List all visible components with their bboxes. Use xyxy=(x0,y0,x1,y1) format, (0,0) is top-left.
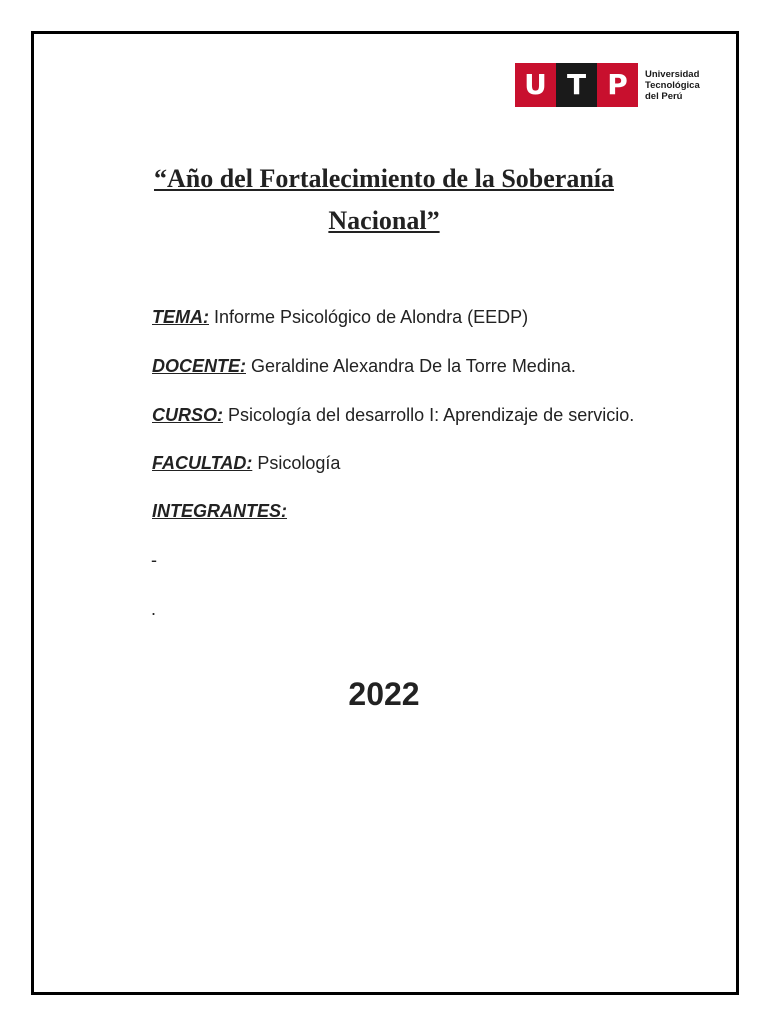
member-item-2: . xyxy=(151,599,157,619)
logo-text-line-1: Universidad xyxy=(645,68,700,80)
title-line-2: Nacional” xyxy=(328,206,440,235)
logo-university-name xyxy=(645,69,700,102)
tema-value: Informe Psicológico de Alondra (EEDP) xyxy=(209,307,529,327)
curso-label: CURSO: xyxy=(152,405,223,425)
title-line-1: “Año del Fortalecimiento de la Soberanía xyxy=(153,164,614,193)
curso-value: Psicología del desarrollo I: Aprendizaje de servicio. xyxy=(223,405,635,425)
field-facultad xyxy=(152,451,340,475)
member-item-1: - xyxy=(151,550,157,570)
field-curso xyxy=(152,403,634,427)
logo-text-line-3: del Perú xyxy=(645,90,683,102)
utp-logo xyxy=(515,63,700,107)
logo-letter-t: T xyxy=(556,63,597,107)
field-tema xyxy=(152,305,528,329)
docente-label: DOCENTE: xyxy=(152,356,246,376)
logo-text-line-2: Tecnológica xyxy=(645,79,700,91)
facultad-value: Psicología xyxy=(252,453,341,473)
logo-letter-p: P xyxy=(597,63,638,107)
document-year: 2022 xyxy=(348,676,420,712)
field-docente xyxy=(152,354,576,378)
docente-value: Geraldine Alexandra De la Torre Medina. xyxy=(246,356,576,376)
integrantes-label: INTEGRANTES: xyxy=(152,501,287,521)
tema-label: TEMA: xyxy=(152,307,209,327)
facultad-label: FACULTAD: xyxy=(152,453,253,473)
logo-letter-u: U xyxy=(515,63,556,107)
field-integrantes xyxy=(152,499,287,523)
document-title xyxy=(120,158,648,242)
